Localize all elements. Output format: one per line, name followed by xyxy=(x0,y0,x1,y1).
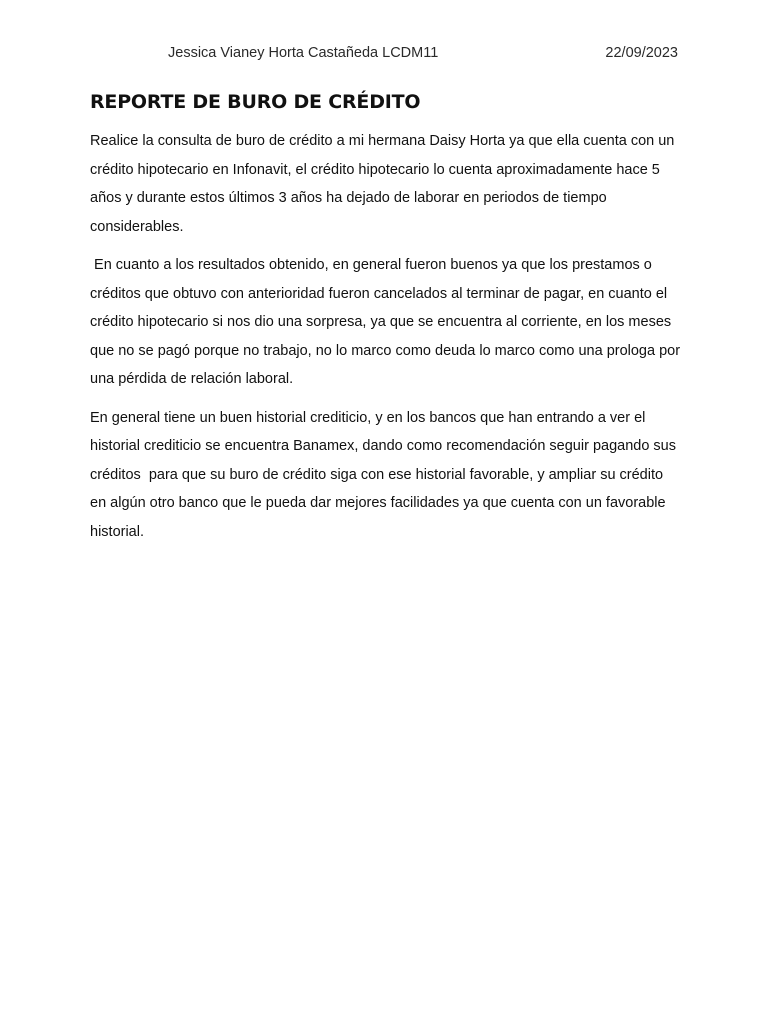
page-header xyxy=(168,45,678,67)
header-date: 22/09/2023 xyxy=(605,45,678,61)
paragraph-3: En general tiene un buen historial crediticio, y en los bancos que han entrando a ver el historial crediticio se encuentra Banamex, dando como recomendación seguir pagando sus créditos para que su buro de crédito siga con ese historial favorable, y ampliar su crédito en algún otro banco que le pueda dar mejores facilidades ya que cuenta con un favorable historial. xyxy=(90,409,681,540)
header-author: Jessica Vianey Horta Castañeda LCDM11 xyxy=(168,45,439,61)
document-body xyxy=(90,127,685,556)
paragraph-2: En cuanto a los resultados obtenido, en general fueron buenos ya que los prestamos o créditos que obtuvo con anterioridad fueron cancelados al terminar de pagar, en cuanto el crédito hipotecario si nos dio una sorpresa, ya que se encuentra al corriente, en los meses que no se pagó porque no trabajo, no lo marco como deuda lo marco como una prologa por una pérdida de relación laboral. xyxy=(90,257,685,387)
paragraph-1: Realice la consulta de buro de crédito a mi hermana Daisy Horta ya que ella cuenta con un crédito hipotecario en Infonavit, el crédito hipotecario lo cuenta aproximadamente hace 5 años y durante estos últimos 3 años ha dejado de laborar en periodos de tiempo considerables. xyxy=(90,133,679,235)
document-title: REPORTE DE BURO DE CRÉDITO xyxy=(90,91,421,113)
